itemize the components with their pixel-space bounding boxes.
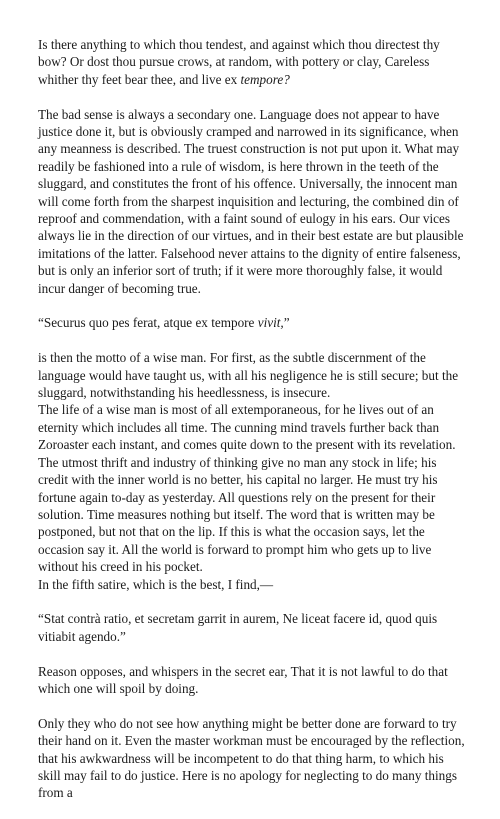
paragraph-text: In the fifth satire, which is the best, I find,— xyxy=(38,576,274,592)
paragraph-text: The bad sense is always a secondary one. Language does not appear to have justice done it, but is obviously cramped and narrowed in its significance, when any meanness is described. The truest construction is not put upon it. What may readily be fashioned into a rule of wisdom, is here thrown in the teeth of the sluggard, and constitutes the front of his offence. Universally, the innocent man will come forth from the sharpest inquisition and lecturing, the combined din of reproof and commendation, with a faint sound of eulogy in his ears. Our vices always lie in the direction of our virtues, and in their best estate are but plausible imitations of the latter. Falsehood never attains to the dignity of entire falseness, but is only an inferior sort of truth; if it were more thoroughly false, it would incur danger of becoming true. xyxy=(38,106,464,296)
italic-text: vivit, xyxy=(257,315,284,331)
paragraph xyxy=(38,576,468,593)
paragraph xyxy=(38,715,468,802)
paragraph xyxy=(38,401,468,575)
paragraph xyxy=(38,36,468,88)
paragraph-text: “Stat contrà ratio, et secretam garrit in aurem, Ne liceat facere id, quod quis vitiabit agendo.” xyxy=(38,611,438,644)
paragraph xyxy=(38,663,468,698)
document-page xyxy=(38,36,468,819)
italic-text: tempore? xyxy=(240,71,290,87)
paragraph-text: is then the motto of a wise man. For first, as the subtle discernment of the language would have taught us, with all his negligence he is still secure; but the sluggard, notwithstanding his heedlessness, is insecure. xyxy=(38,350,459,401)
paragraph xyxy=(38,349,468,401)
latin-quote xyxy=(38,610,468,645)
paragraph-text: The life of a wise man is most of all extemporaneous, for he lives out of an eternity which includes all time. The cunning mind travels further back than Zoroaster each instant, and comes quite down to the present with its revelation. The utmost thrift and industry of thinking give no man any stock in life; his credit with the inner world is no better, his capital no larger. He must try his fortune again to-day as yesterday. All questions rely on the present for their solution. Time measures nothing but itself. The word that is written may be postponed, but not that on the lip. If this is what the occasion says, let the occasion say it. All the world is forward to prompt him who gets up to live without his creed in his pocket. xyxy=(38,402,456,575)
latin-quote xyxy=(38,314,468,331)
paragraph-text: ” xyxy=(283,315,290,331)
paragraph xyxy=(38,106,468,297)
paragraph-text: Reason opposes, and whispers in the secret ear, That it is not lawful to do that which one will spoil by doing. xyxy=(38,663,448,696)
paragraph-text: Is there anything to which thou tendest, and against which thou directest thy bow? Or dost thou pursue crows, at random, with pottery or clay, Careless whither thy feet bear thee, and live ex xyxy=(38,37,440,87)
paragraph-text: Only they who do not see how anything might be better done are forward to try their hand on it. Even the master workman must be encouraged by the reflection, that his awkwardness will be incompetent to do that thing harm, to which his skill may fail to do justice. Here is no apology for neglecting to do many things from a xyxy=(38,715,465,801)
paragraph-text: “Securus quo pes ferat, atque ex tempore xyxy=(38,315,258,331)
